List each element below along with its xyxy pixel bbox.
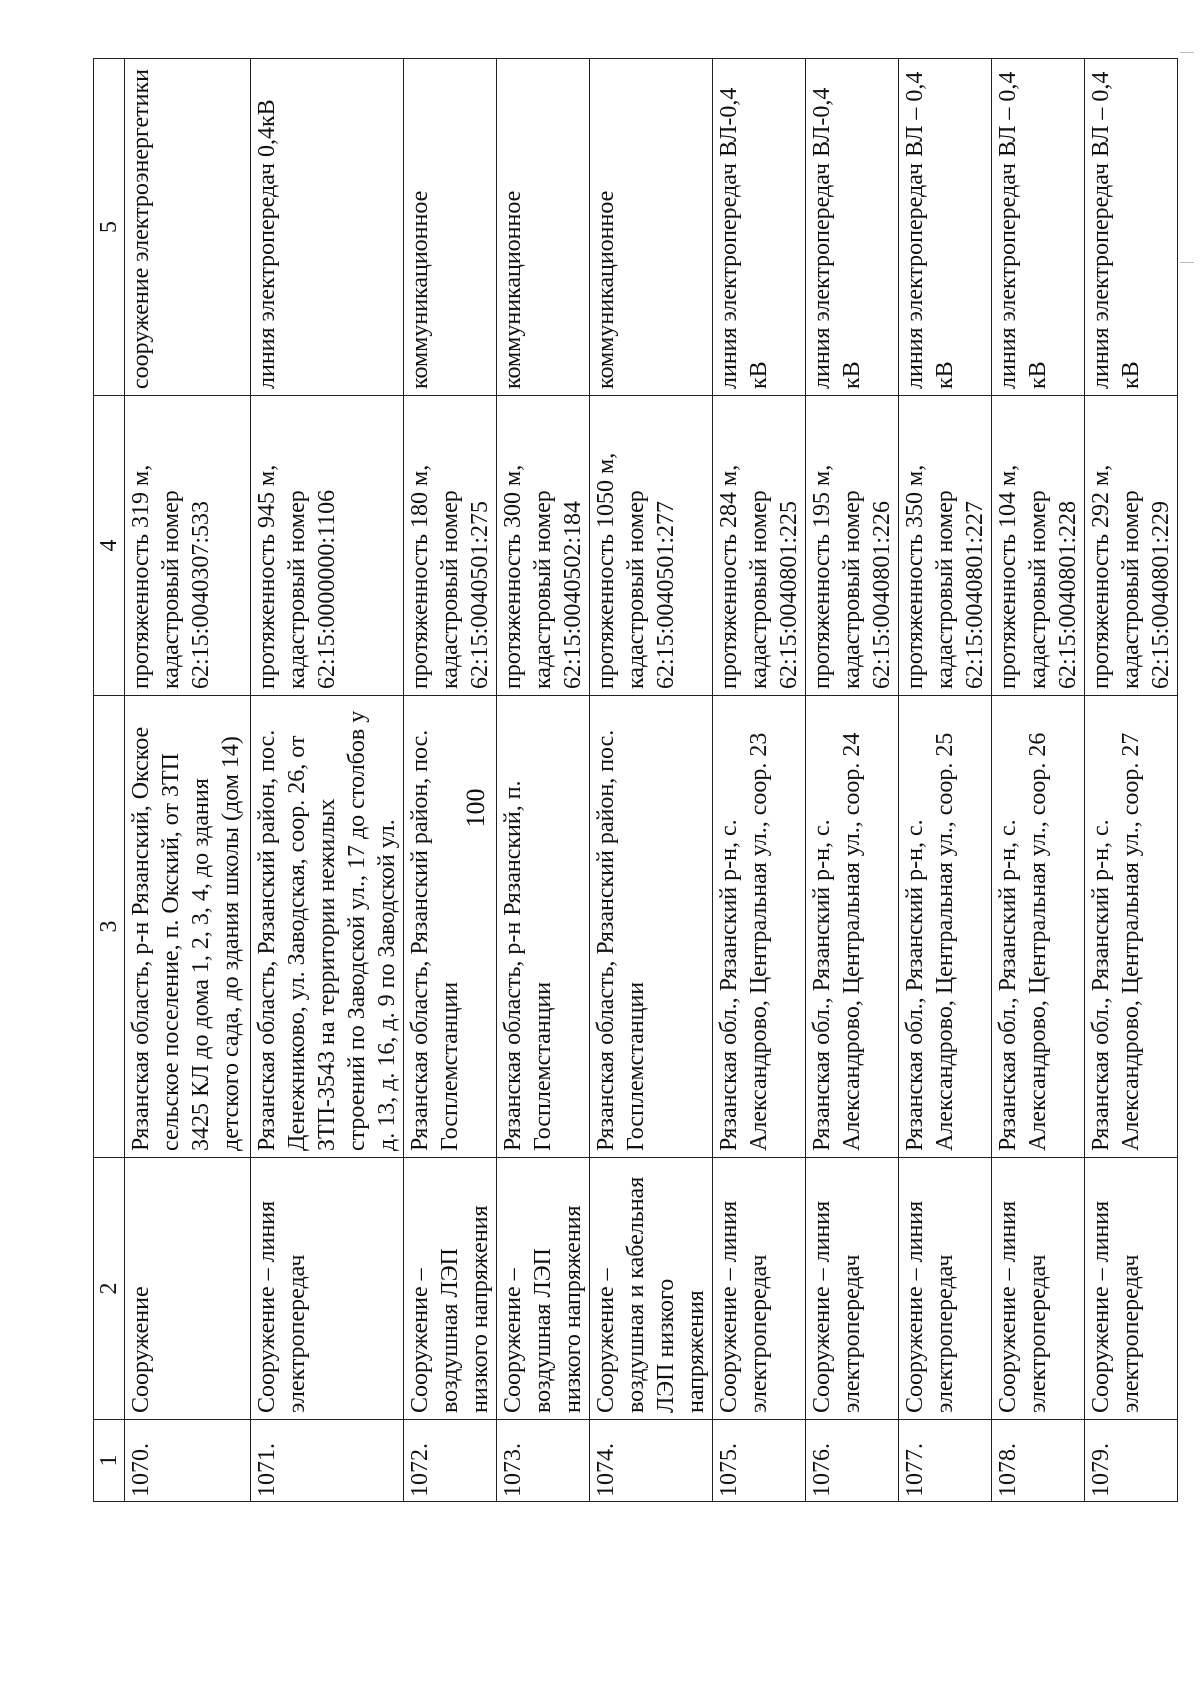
object-name: Сооружение – линия электропередач bbox=[713, 1158, 806, 1420]
object-name: Сооружение – линия электропередач bbox=[1085, 1158, 1178, 1420]
table-row bbox=[497, 59, 590, 1502]
row-number: 1078. bbox=[992, 1420, 1085, 1502]
row-number: 1079. bbox=[1085, 1420, 1178, 1502]
object-purpose: линия электропередач ВЛ – 0,4 кВ bbox=[899, 59, 992, 396]
column-header: 3 bbox=[94, 696, 125, 1158]
table-row bbox=[125, 59, 251, 1502]
object-details: протяженность 104 м, кадастровый номер 62:15:0040801:228 bbox=[992, 396, 1085, 696]
row-number: 1076. bbox=[806, 1420, 899, 1502]
object-name: Сооружение – линия электропередач bbox=[992, 1158, 1085, 1420]
object-name: Сооружение – воздушная ЛЭП низкого напряжения bbox=[404, 1158, 497, 1420]
object-details: протяженность 945 м, кадастровый номер 62:15:0000000:1106 bbox=[251, 396, 404, 696]
row-number: 1075. bbox=[713, 1420, 806, 1502]
row-number: 1072. bbox=[404, 1420, 497, 1502]
object-purpose: линия электропередач ВЛ – 0,4 кВ bbox=[992, 59, 1085, 396]
object-name: Сооружение – линия электропередач bbox=[899, 1158, 992, 1420]
object-address: Рязанская область, Рязанский район, пос. Госплемстанции bbox=[404, 696, 497, 1158]
column-header: 4 bbox=[94, 396, 125, 696]
object-purpose: линия электропередач 0,4кВ bbox=[251, 59, 404, 396]
page-number: 100 bbox=[461, 788, 490, 828]
object-purpose: коммуникационное bbox=[404, 59, 497, 396]
scan-mark bbox=[1180, 52, 1194, 53]
table-row bbox=[251, 59, 404, 1502]
object-address: Рязанская область, р-н Рязанский, Окское сельское поселение, п. Окский, от ЗТП 3425 КЛ до дома 1, 2, 3, 4, до здания детского сада, до здания школы (дом 14) bbox=[125, 696, 251, 1158]
object-address: Рязанская обл., Рязанский р-н, с. Александрово, Центральная ул., соор. 25 bbox=[899, 696, 992, 1158]
object-details: протяженность 284 м, кадастровый номер 62:15:0040801:225 bbox=[713, 396, 806, 696]
object-name: Сооружение – линия электропередач bbox=[806, 1158, 899, 1420]
row-number: 1071. bbox=[251, 1420, 404, 1502]
table-row bbox=[806, 59, 899, 1502]
column-header: 5 bbox=[94, 59, 125, 396]
object-address: Рязанская область, Рязанский район, пос. Госплемстанции bbox=[590, 696, 713, 1158]
column-header: 2 bbox=[94, 1158, 125, 1420]
object-purpose: линия электропередач ВЛ – 0,4 кВ bbox=[1085, 59, 1178, 396]
table-row bbox=[992, 59, 1085, 1502]
object-name: Сооружение – воздушная ЛЭП низкого напряжения bbox=[497, 1158, 590, 1420]
row-number: 1077. bbox=[899, 1420, 992, 1502]
object-details: протяженность 180 м, кадастровый номер 62:15:0040501:275 bbox=[404, 396, 497, 696]
object-purpose: сооружение электроэнергетики bbox=[125, 59, 251, 396]
object-address: Рязанская обл., Рязанский р-н, с. Александрово, Центральная ул., соор. 24 bbox=[806, 696, 899, 1158]
object-address: Рязанская обл., Рязанский р-н, с. Александрово, Центральная ул., соор. 23 bbox=[713, 696, 806, 1158]
object-details: протяженность 1050 м, кадастровый номер 62:15:0040501:277 bbox=[590, 396, 713, 696]
table-row bbox=[590, 59, 713, 1502]
object-details: протяженность 300 м, кадастровый номер 62:15:0040502:184 bbox=[497, 396, 590, 696]
object-purpose: коммуникационное bbox=[497, 59, 590, 396]
row-number: 1073. bbox=[497, 1420, 590, 1502]
object-purpose: линия электропередач ВЛ-0,4 кВ bbox=[806, 59, 899, 396]
object-details: протяженность 292 м, кадастровый номер 62:15:0040801:229 bbox=[1085, 396, 1178, 696]
row-number: 1070. bbox=[125, 1420, 251, 1502]
object-purpose: линия электропередач ВЛ-0,4 кВ bbox=[713, 59, 806, 396]
object-address: Рязанская обл., Рязанский р-н, с. Александрово, Центральная ул., соор. 26 bbox=[992, 696, 1085, 1158]
column-header: 1 bbox=[94, 1420, 125, 1502]
rotated-table-container bbox=[93, 59, 1174, 1502]
table-row bbox=[713, 59, 806, 1502]
property-table bbox=[93, 58, 1178, 1502]
object-address: Рязанская область, р-н Рязанский, п. Госплемстанции bbox=[497, 696, 590, 1158]
header-row bbox=[94, 59, 125, 1502]
object-address: Рязанская область, Рязанский район, пос. Денежниково, ул. Заводская, соор. 26, от ЗТП-3543 на территории нежилых строений по Заводской ул., 17 до столбов у д. 13, д. 16, д. 9 по Заводской ул. bbox=[251, 696, 404, 1158]
row-number: 1074. bbox=[590, 1420, 713, 1502]
object-details: протяженность 350 м, кадастровый номер 62:15:0040801:227 bbox=[899, 396, 992, 696]
object-address: Рязанская обл., Рязанский р-н, с. Александрово, Центральная ул., соор. 27 bbox=[1085, 696, 1178, 1158]
object-details: протяженность 195 м, кадастровый номер 62:15:0040801:226 bbox=[806, 396, 899, 696]
object-purpose: коммуникационное bbox=[590, 59, 713, 396]
scan-mark bbox=[1180, 262, 1194, 263]
table-row bbox=[1085, 59, 1178, 1502]
object-details: протяженность 319 м, кадастровый номер 62:15:0040307:533 bbox=[125, 396, 251, 696]
object-name: Сооружение – воздушная и кабельная ЛЭП низкого напряжения bbox=[590, 1158, 713, 1420]
table-row bbox=[404, 59, 497, 1502]
object-name: Сооружение bbox=[125, 1158, 251, 1420]
table-row bbox=[899, 59, 992, 1502]
object-name: Сооружение – линия электропередач bbox=[251, 1158, 404, 1420]
